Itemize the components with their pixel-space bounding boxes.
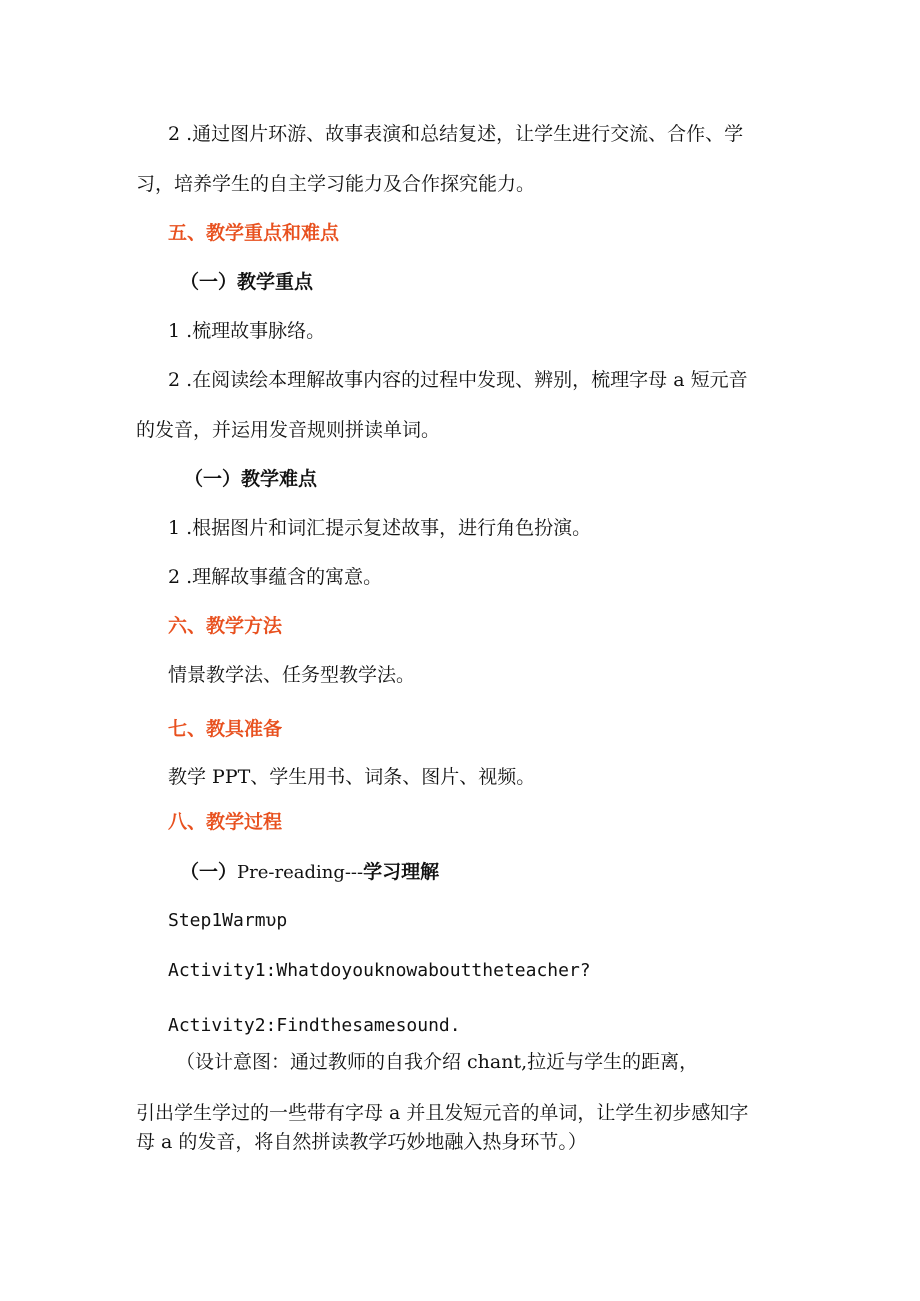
pre-reading-english: Pre-reading---	[237, 862, 364, 883]
step1-warm-up: Step1Warmυp	[168, 910, 288, 931]
key-point-2-line-2: 的发音，并运用发音规则拼读单词。	[136, 419, 441, 441]
activity-1: Activity1:Whatdoyouknowabouttheteacher?	[168, 960, 591, 981]
key-point-2-line-1: 2 .在阅读绘本理解故事内容的过程中发现、辨别，梳理字母 a 短元音	[168, 369, 748, 391]
activity-2: Activity2:Findthesamesound.	[168, 1015, 461, 1036]
section-5-heading: 五、教学重点和难点	[168, 222, 340, 244]
difficulty-2: 2 .理解故事蕴含的寓意。	[168, 566, 383, 588]
objective-2-line-1: 2 .通过图片环游、故事表演和总结复述，让学生进行交流、合作、学	[168, 123, 744, 145]
section-7-heading: 七、教具准备	[168, 718, 283, 740]
difficulties-subheading: （一）教学难点	[184, 468, 318, 490]
section-6-heading: 六、教学方法	[168, 615, 283, 637]
section-8-heading: 八、教学过程	[168, 811, 283, 833]
methods-text: 情景教学法、任务型教学法。	[168, 664, 416, 686]
key-point-1: 1 .梳理故事脉络。	[168, 320, 326, 342]
teaching-aids-text: 教学 PPT、学生用书、词条、图片、视频。	[168, 766, 536, 788]
pre-reading-chinese: 学习理解	[363, 861, 440, 883]
difficulty-1: 1 .根据图片和词汇提示复述故事，进行角色扮演。	[168, 517, 592, 539]
design-intent-line-3: 母 a 的发音，将自然拼读教学巧妙地融入热身环节。）	[136, 1131, 587, 1153]
pre-reading-prefix: （一）	[180, 861, 238, 883]
objective-2-line-2: 习，培养学生的自主学习能力及合作探究能力。	[136, 173, 536, 195]
design-intent-line-2: 引出学生学过的一些带有字母 a 并且发短元音的单词，让学生初步感知字	[136, 1102, 749, 1124]
design-intent-line-1: （设计意图：通过教师的自我介绍 chant,拉近与学生的距离，	[176, 1051, 699, 1073]
key-points-subheading: （一）教学重点	[180, 271, 314, 293]
pre-reading-subheading	[180, 859, 439, 886]
